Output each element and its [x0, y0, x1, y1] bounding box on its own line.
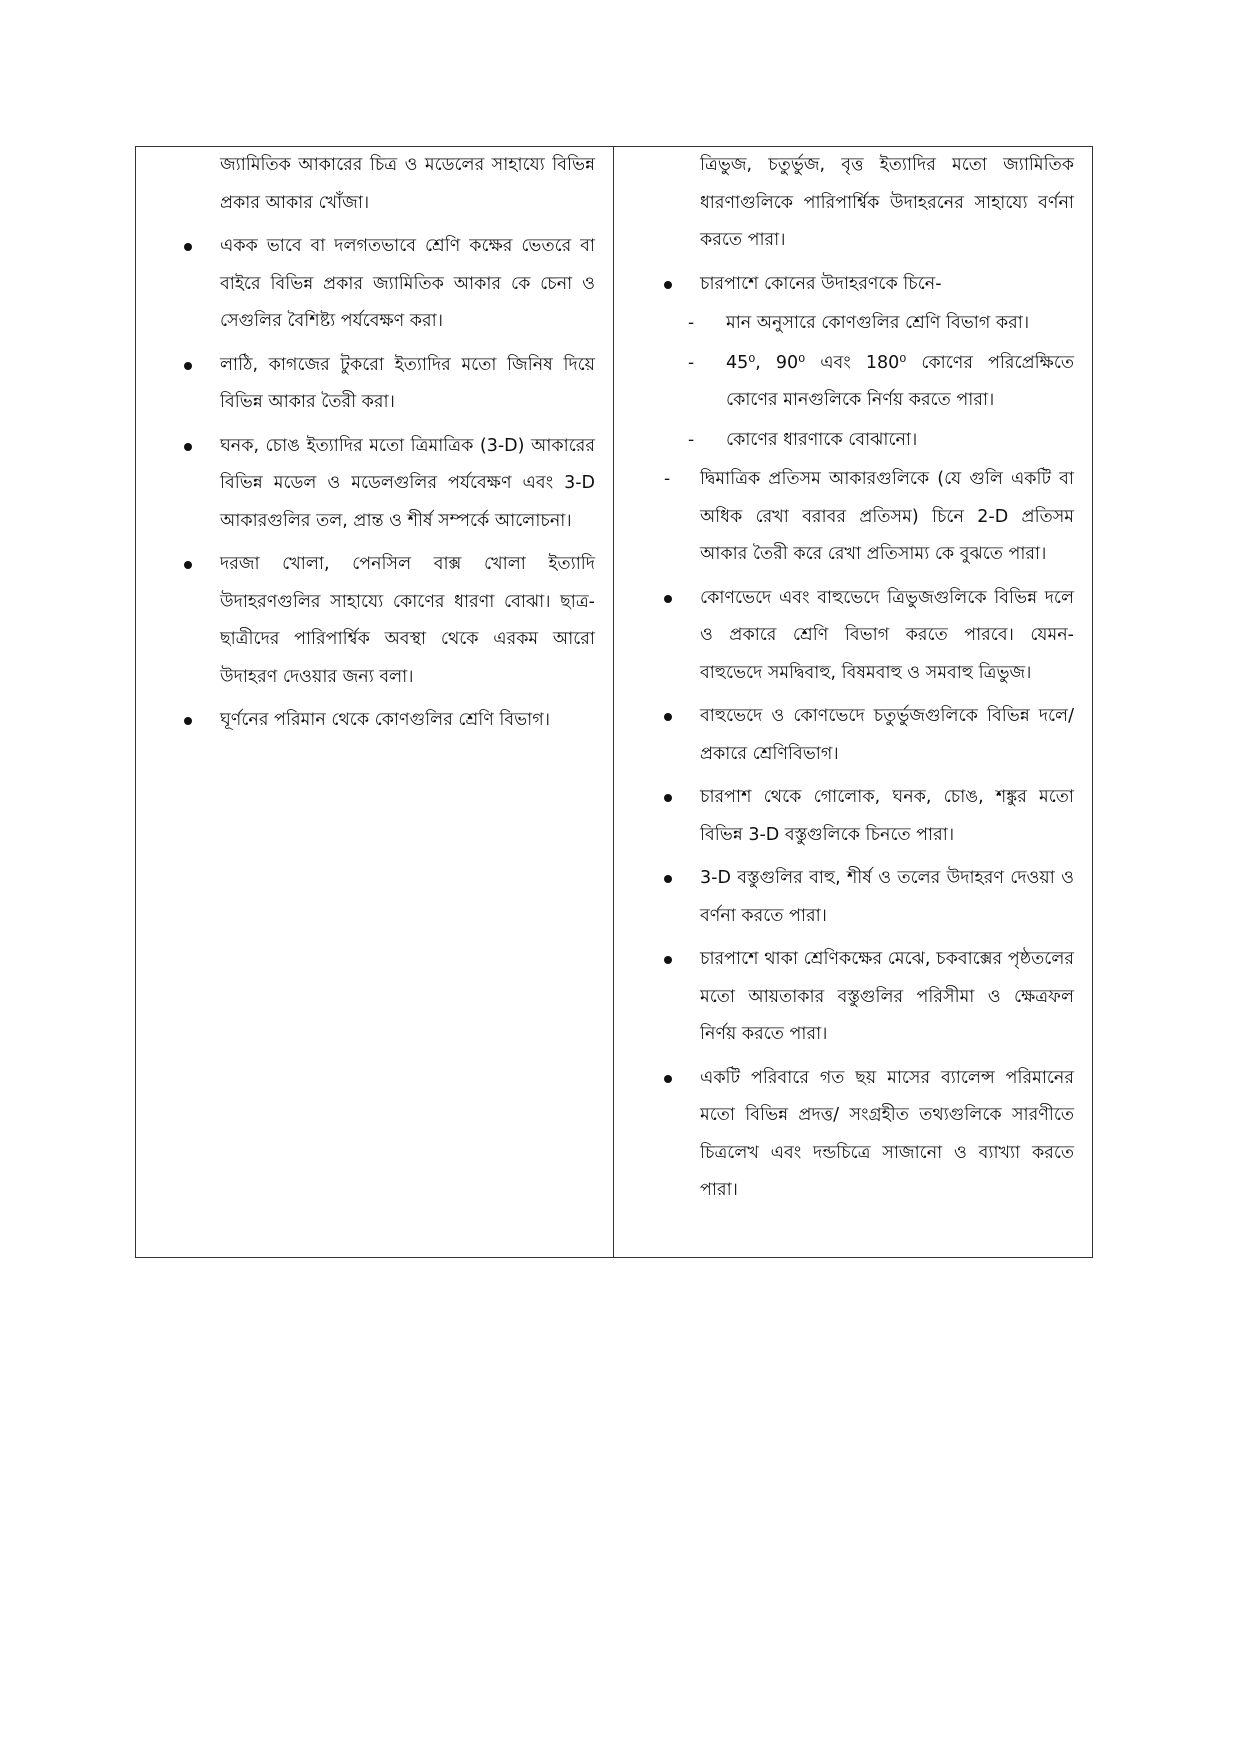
bullet-icon: [664, 875, 672, 883]
left-list-item: [168, 228, 595, 341]
right-list-item: [648, 941, 1074, 1054]
left-list-item: [168, 347, 595, 422]
right-list-item-text: কোণভেদে এবং বাহুভেদে ত্রিভুজগুলিকে বিভিন্ন দলে ও প্রকারে শ্রেণি বিভাগ করতে পারবে। যেমন- বাহুভেদে সমদ্বিবাহু, বিষমবাহু ও সমবাহু ত্রিভুজ।: [700, 587, 1074, 683]
right-continuation-text: ত্রিভুজ, চতুর্ভুজ, বৃত্ত ইত্যাদির মতো জ্যামিতিক ধারণাগুলিকে পারিপার্শ্বিক উদাহরনের সাহায্যে বর্ণনা করতে পারা।: [700, 155, 1074, 250]
bullet-icon: [184, 362, 192, 370]
right-list-item: [648, 1060, 1074, 1210]
right-list-item-symmetry: [648, 461, 1074, 574]
right-list-item-text: চারপাশ থেকে গোলোক, ঘনক, চোঙ, শঙ্কুর মতো বিভিন্ন 3-D বস্তুগুলিকে চিনতে পারা।: [700, 787, 1074, 845]
bullet-icon: [184, 243, 192, 251]
bullet-icon: [664, 1075, 672, 1083]
right-list-item-text: চারপাশে থাকা শ্রেণিকক্ষের মেঝে, চকবাক্সের পৃষ্ঠতলের মতো আয়তাকার বস্তুগুলির পরিসীমা ও ক্ষেত্রফল নির্ণয় করতে পারা।: [700, 949, 1074, 1044]
curriculum-table: [135, 146, 1093, 1258]
left-list-item-text: লাঠি, কাগজের টুকরো ইত্যাদির মতো জিনিষ দিয়ে বিভিন্ন আকার তৈরী করা।: [220, 354, 595, 412]
right-list-item: [648, 779, 1074, 854]
dash-marker: -: [688, 313, 695, 333]
left-list-item: [168, 546, 595, 696]
bullet-icon: [184, 443, 192, 451]
bullet-icon: [184, 717, 192, 725]
right-list-item: [648, 860, 1074, 935]
bullet-icon: [664, 713, 672, 721]
right-list-item-text: বাহুভেদে ও কোণভেদে চতুর্ভুজগুলিকে বিভিন্ন দলে/ প্রকারে শ্রেণিবিভাগ।: [700, 706, 1074, 764]
right-list-item-text: চারপাশে কোনের উদাহরণকে চিনে-: [700, 273, 942, 294]
angle-subitem-text: 45⁰, 90⁰ এবং 180⁰ কোণের পরিপ্রেক্ষিতে কোণের মানগুলিকে নির্ণয় করতে পারা।: [726, 352, 1074, 410]
left-list-item: [168, 702, 595, 740]
left-list-item-text: দরজা খোলা, পেনসিল বাক্স খোলা ইত্যাদি উদাহরণগুলির সাহায্যে কোণের ধারণা বোঝা। ছাত্র-ছাত্রীদের পারিপার্শ্বিক অবস্থা থেকে এরকম আরো উদাহরণ দেওয়ার জন্য বলা।: [220, 554, 595, 687]
left-list-item-text: ঘূর্ণনের পরিমান থেকে কোণগুলির শ্রেণি বিভাগ।: [220, 710, 550, 730]
bullet-icon: [664, 794, 672, 802]
angle-subitem: [648, 305, 1074, 343]
dash-marker: -: [688, 429, 695, 450]
right-list-item-text: 3-D বস্তুগুলির বাহু, শীর্ষ ও তলের উদাহরণ দেওয়া ও বর্ণনা করতে পারা।: [700, 868, 1074, 926]
angle-subitem-text: মান অনুসারে কোণগুলির শ্রেণি বিভাগ করা।: [726, 313, 1030, 333]
left-continuation-text: জ্যামিতিক আকারের চিত্র ও মডেলের সাহায্যে বিভিন্ন প্রকার আকার খোঁজা।: [220, 155, 595, 213]
right-list-item-text: একটি পরিবারে গত ছয় মাসের ব্যালেন্স পরিমানের মতো বিভিন্ন প্রদত্ত/ সংগ্রহীত তথ্যগুলিকে সারণীতে চিত্রলেখ এবং দন্ডচিত্রে সাজানো ও ব্যাখ্যা করতে পারা।: [700, 1067, 1074, 1200]
right-column: [614, 147, 1092, 1257]
left-list-item: [168, 428, 595, 541]
bullet-icon: [664, 281, 672, 289]
right-list-item-angles: [648, 266, 1074, 304]
bullet-icon: [664, 595, 672, 603]
angle-subitem: [648, 345, 1074, 420]
bullet-icon: [184, 561, 192, 569]
left-column: [136, 147, 614, 1257]
right-list-item: [648, 580, 1074, 693]
dash-marker: -: [688, 352, 695, 373]
angle-subitem-text: কোণের ধারণাকে বোঝানো।: [726, 429, 918, 450]
dash-marker: -: [664, 469, 671, 489]
right-list-item-text: দ্বিমাত্রিক প্রতিসম আকারগুলিকে (যে গুলি একটি বা অধিক রেখা বরাবর প্রতিসম) চিনে 2-D প্রতিসম আকার তৈরী করে রেখা প্রতিসাম্য কে বুঝতে পারা।: [700, 469, 1074, 564]
right-list-item: [648, 698, 1074, 773]
angle-subitem: [648, 422, 1074, 460]
left-list-item-text: ঘনক, চোঙ ইত্যাদির মতো ত্রিমাত্রিক (3-D) আকারের বিভিন্ন মডেল ও মডেলগুলির পর্যবেক্ষণ এবং 3-D আকারগুলির তল, প্রান্ত ও শীর্ষ সম্পর্কে আলোচনা।: [220, 435, 595, 531]
left-list-item-text: একক ভাবে বা দলগতভাবে শ্রেণি কক্ষের ভেতরে বা বাইরে বিভিন্ন প্রকার জ্যামিতিক আকার কে চেনা ও সেগুলির বৈশিষ্ট্য পর্যবেক্ষণ করা।: [220, 236, 595, 331]
bullet-icon: [664, 956, 672, 964]
